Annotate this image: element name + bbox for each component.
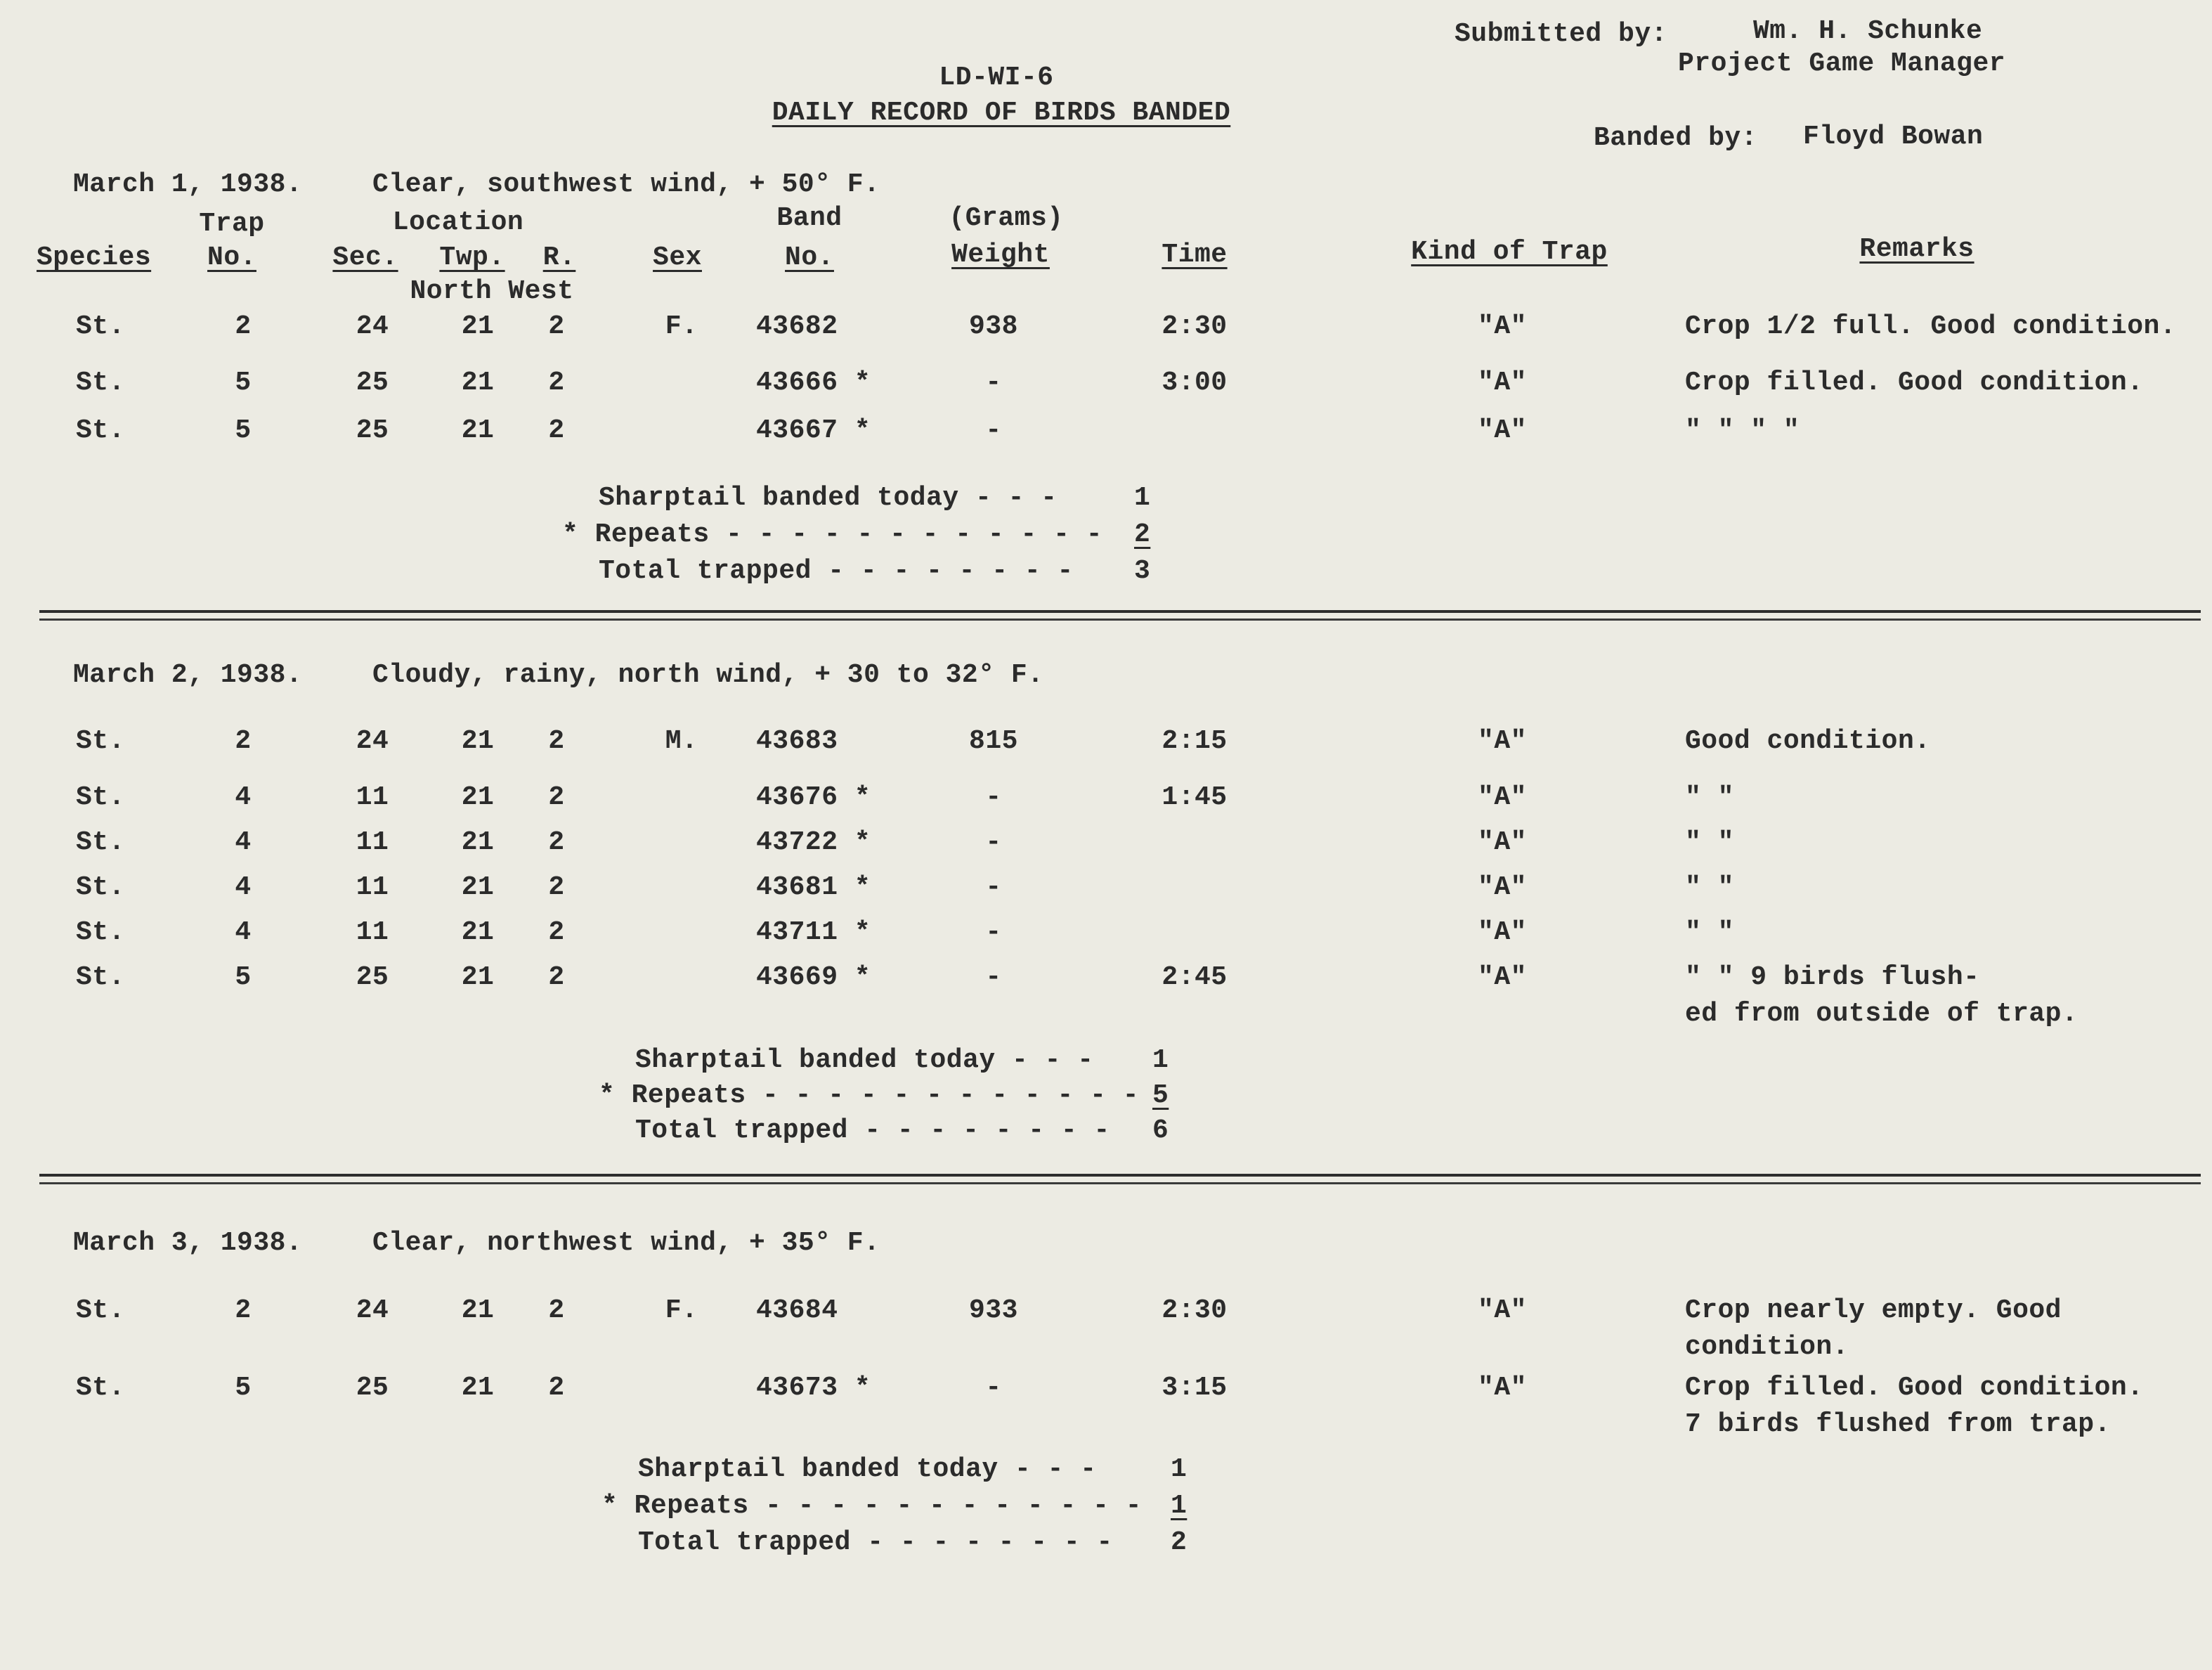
cell-kind: "A" <box>1478 726 1527 756</box>
col-weight: Weight <box>951 240 1050 270</box>
totals-value-total: 2 <box>1171 1527 1188 1558</box>
cell-trap: 4 <box>235 917 252 947</box>
cell-trap: 5 <box>235 962 252 992</box>
cell-band: 43669 * <box>756 962 871 992</box>
cell-sex: M. <box>665 726 698 756</box>
cell-r: 2 <box>548 415 565 446</box>
day-heading: March 3, 1938. <box>73 1228 303 1258</box>
cell-species: St. <box>76 782 125 813</box>
totals-label-total: Total trapped - - - - - - - - <box>638 1527 1113 1558</box>
cell-r: 2 <box>548 827 565 857</box>
cell-trap: 2 <box>235 311 252 342</box>
cell-time: 2:15 <box>1162 726 1228 756</box>
cell-remarks: Good condition. <box>1685 726 1931 756</box>
cell-sec: 25 <box>356 1373 389 1403</box>
cell-band: 43681 * <box>756 872 871 902</box>
cell-trap: 4 <box>235 827 252 857</box>
document-id: LD-WI-6 <box>939 63 1054 93</box>
cell-weight: 815 <box>969 726 1018 756</box>
section-divider <box>39 1182 2201 1184</box>
col-band-no: No. <box>785 242 834 273</box>
cell-band: 43711 * <box>756 917 871 947</box>
cell-sec: 11 <box>356 872 389 902</box>
cell-r: 2 <box>548 872 565 902</box>
cell-weight: - <box>985 368 1002 398</box>
cell-time: 2:45 <box>1162 962 1228 992</box>
cell-r: 2 <box>548 368 565 398</box>
cell-weight: - <box>985 872 1002 902</box>
col-band-top: Band <box>776 203 842 233</box>
cell-twp: 21 <box>461 872 495 902</box>
cell-kind: "A" <box>1478 311 1527 342</box>
cell-remarks-continued: 7 birds flushed from trap. <box>1685 1409 2111 1439</box>
section-divider <box>39 619 2201 621</box>
col-grams: (Grams) <box>949 203 1064 233</box>
section-divider <box>39 1174 2201 1177</box>
cell-time: 1:45 <box>1162 782 1228 813</box>
cell-weight: - <box>985 962 1002 992</box>
col-location: Location <box>392 207 524 238</box>
cell-trap: 2 <box>235 726 252 756</box>
section-divider <box>39 610 2201 613</box>
cell-r: 2 <box>548 311 565 342</box>
cell-band: 43673 * <box>756 1373 871 1403</box>
cell-remarks: " " 9 birds flush- <box>1685 962 1980 992</box>
cell-species: St. <box>76 917 125 947</box>
col-sec: Sec. <box>332 242 398 273</box>
cell-band: 43676 * <box>756 782 871 813</box>
banded-by-label: Banded by: <box>1594 123 1758 153</box>
cell-species: St. <box>76 827 125 857</box>
totals-value-repeats: 1 <box>1171 1491 1188 1521</box>
cell-trap: 5 <box>235 1373 252 1403</box>
cell-kind: "A" <box>1478 827 1527 857</box>
totals-label-repeats: * Repeats - - - - - - - - - - - - <box>601 1491 1143 1521</box>
cell-trap: 4 <box>235 872 252 902</box>
cell-twp: 21 <box>461 415 495 446</box>
cell-weight: - <box>985 782 1002 813</box>
cell-twp: 21 <box>461 917 495 947</box>
document-title: DAILY RECORD OF BIRDS BANDED <box>772 98 1231 128</box>
col-range: R. <box>542 242 576 273</box>
totals-label-repeats: * Repeats - - - - - - - - - - - - <box>599 1080 1140 1111</box>
cell-remarks: " " <box>1685 872 1734 902</box>
cell-weight: 938 <box>969 311 1018 342</box>
col-remarks: Remarks <box>1859 234 1974 264</box>
col-species: Species <box>37 242 152 273</box>
totals-value-repeats: 5 <box>1152 1080 1169 1111</box>
cell-kind: "A" <box>1478 872 1527 902</box>
cell-kind: "A" <box>1478 917 1527 947</box>
cell-trap: 4 <box>235 782 252 813</box>
cell-kind: "A" <box>1478 368 1527 398</box>
cell-sec: 24 <box>356 726 389 756</box>
cell-sec: 24 <box>356 1295 389 1326</box>
totals-label-total: Total trapped - - - - - - - - <box>635 1115 1110 1146</box>
cell-time: 2:30 <box>1162 1295 1228 1326</box>
cell-species: St. <box>76 415 125 446</box>
cell-remarks: " " <box>1685 827 1734 857</box>
cell-remarks: " " <box>1685 782 1734 813</box>
cell-sec: 25 <box>356 962 389 992</box>
cell-remarks: " " <box>1685 917 1734 947</box>
cell-kind: "A" <box>1478 1373 1527 1403</box>
cell-remarks: Crop filled. Good condition. <box>1685 368 2144 398</box>
totals-value-banded: 1 <box>1152 1045 1169 1075</box>
cell-r: 2 <box>548 782 565 813</box>
cell-band: 43683 <box>756 726 838 756</box>
cell-trap: 5 <box>235 415 252 446</box>
cell-kind: "A" <box>1478 782 1527 813</box>
totals-value-repeats: 2 <box>1134 519 1151 550</box>
day-weather: Clear, southwest wind, + 50° F. <box>372 169 880 200</box>
cell-r: 2 <box>548 1295 565 1326</box>
cell-kind: "A" <box>1478 962 1527 992</box>
cell-band: 43684 <box>756 1295 838 1326</box>
cell-band: 43667 * <box>756 415 871 446</box>
cell-trap: 2 <box>235 1295 252 1326</box>
cell-twp: 21 <box>461 368 495 398</box>
totals-label-banded: Sharptail banded today - - - <box>635 1045 1094 1075</box>
cell-remarks: Crop 1/2 full. Good condition. <box>1685 311 2177 342</box>
cell-sec: 11 <box>356 917 389 947</box>
cell-sex: F. <box>665 311 698 342</box>
day-weather: Clear, northwest wind, + 35° F. <box>372 1228 880 1258</box>
cell-weight: - <box>985 415 1002 446</box>
cell-sec: 11 <box>356 782 389 813</box>
day-weather: Cloudy, rainy, north wind, + 30 to 32° F. <box>372 660 1044 690</box>
cell-sec: 24 <box>356 311 389 342</box>
cell-species: St. <box>76 962 125 992</box>
cell-sec: 11 <box>356 827 389 857</box>
cell-twp: 21 <box>461 1295 495 1326</box>
submitted-by-label: Submitted by: <box>1455 19 1667 49</box>
cell-weight: 933 <box>969 1295 1018 1326</box>
cell-r: 2 <box>548 1373 565 1403</box>
col-trap-top: Trap <box>199 209 265 239</box>
cell-species: St. <box>76 726 125 756</box>
submitted-by-name: Wm. H. Schunke <box>1753 16 1983 46</box>
cell-twp: 21 <box>461 827 495 857</box>
cell-twp: 21 <box>461 311 495 342</box>
cell-trap: 5 <box>235 368 252 398</box>
cell-kind: "A" <box>1478 415 1527 446</box>
cell-remarks-continued: ed from outside of trap. <box>1685 999 2078 1029</box>
col-time: Time <box>1162 240 1228 270</box>
submitted-by-role: Project Game Manager <box>1678 48 2006 79</box>
cell-kind: "A" <box>1478 1295 1527 1326</box>
cell-band: 43682 <box>756 311 838 342</box>
cell-weight: - <box>985 827 1002 857</box>
cell-species: St. <box>76 311 125 342</box>
cell-weight: - <box>985 917 1002 947</box>
totals-label-banded: Sharptail banded today - - - <box>638 1454 1097 1484</box>
cell-species: St. <box>76 368 125 398</box>
col-twp: Twp. <box>439 242 505 273</box>
col-trap-no: No. <box>207 242 256 273</box>
cell-r: 2 <box>548 726 565 756</box>
cell-twp: 21 <box>461 782 495 813</box>
totals-label-repeats: * Repeats - - - - - - - - - - - - <box>562 519 1103 550</box>
day-heading: March 1, 1938. <box>73 169 303 200</box>
cell-band: 43722 * <box>756 827 871 857</box>
totals-label-banded: Sharptail banded today - - - <box>599 483 1058 513</box>
cell-weight: - <box>985 1373 1002 1403</box>
cell-twp: 21 <box>461 1373 495 1403</box>
cell-band: 43666 * <box>756 368 871 398</box>
cell-sec: 25 <box>356 415 389 446</box>
cell-remarks: " " " " <box>1685 415 1800 446</box>
cell-species: St. <box>76 1295 125 1326</box>
cell-sex: F. <box>665 1295 698 1326</box>
totals-value-banded: 1 <box>1134 483 1151 513</box>
totals-value-banded: 1 <box>1171 1454 1188 1484</box>
cell-r: 2 <box>548 917 565 947</box>
cell-r: 2 <box>548 962 565 992</box>
cell-remarks-continued: condition. <box>1685 1332 1849 1362</box>
cell-remarks: Crop nearly empty. Good <box>1685 1295 2062 1326</box>
col-kind-of-trap: Kind of Trap <box>1411 237 1608 267</box>
totals-value-total: 3 <box>1134 556 1151 586</box>
totals-value-total: 6 <box>1152 1115 1169 1146</box>
day-heading: March 2, 1938. <box>73 660 303 690</box>
cell-time: 2:30 <box>1162 311 1228 342</box>
cell-twp: 21 <box>461 726 495 756</box>
cell-time: 3:15 <box>1162 1373 1228 1403</box>
cell-remarks: Crop filled. Good condition. <box>1685 1373 2144 1403</box>
totals-label-total: Total trapped - - - - - - - - <box>599 556 1074 586</box>
col-sex: Sex <box>653 242 702 273</box>
cell-sec: 25 <box>356 368 389 398</box>
cell-species: St. <box>76 1373 125 1403</box>
cell-twp: 21 <box>461 962 495 992</box>
col-north-west: North West <box>410 276 574 306</box>
banded-by-name: Floyd Bowan <box>1803 122 1984 152</box>
cell-time: 3:00 <box>1162 368 1228 398</box>
cell-species: St. <box>76 872 125 902</box>
